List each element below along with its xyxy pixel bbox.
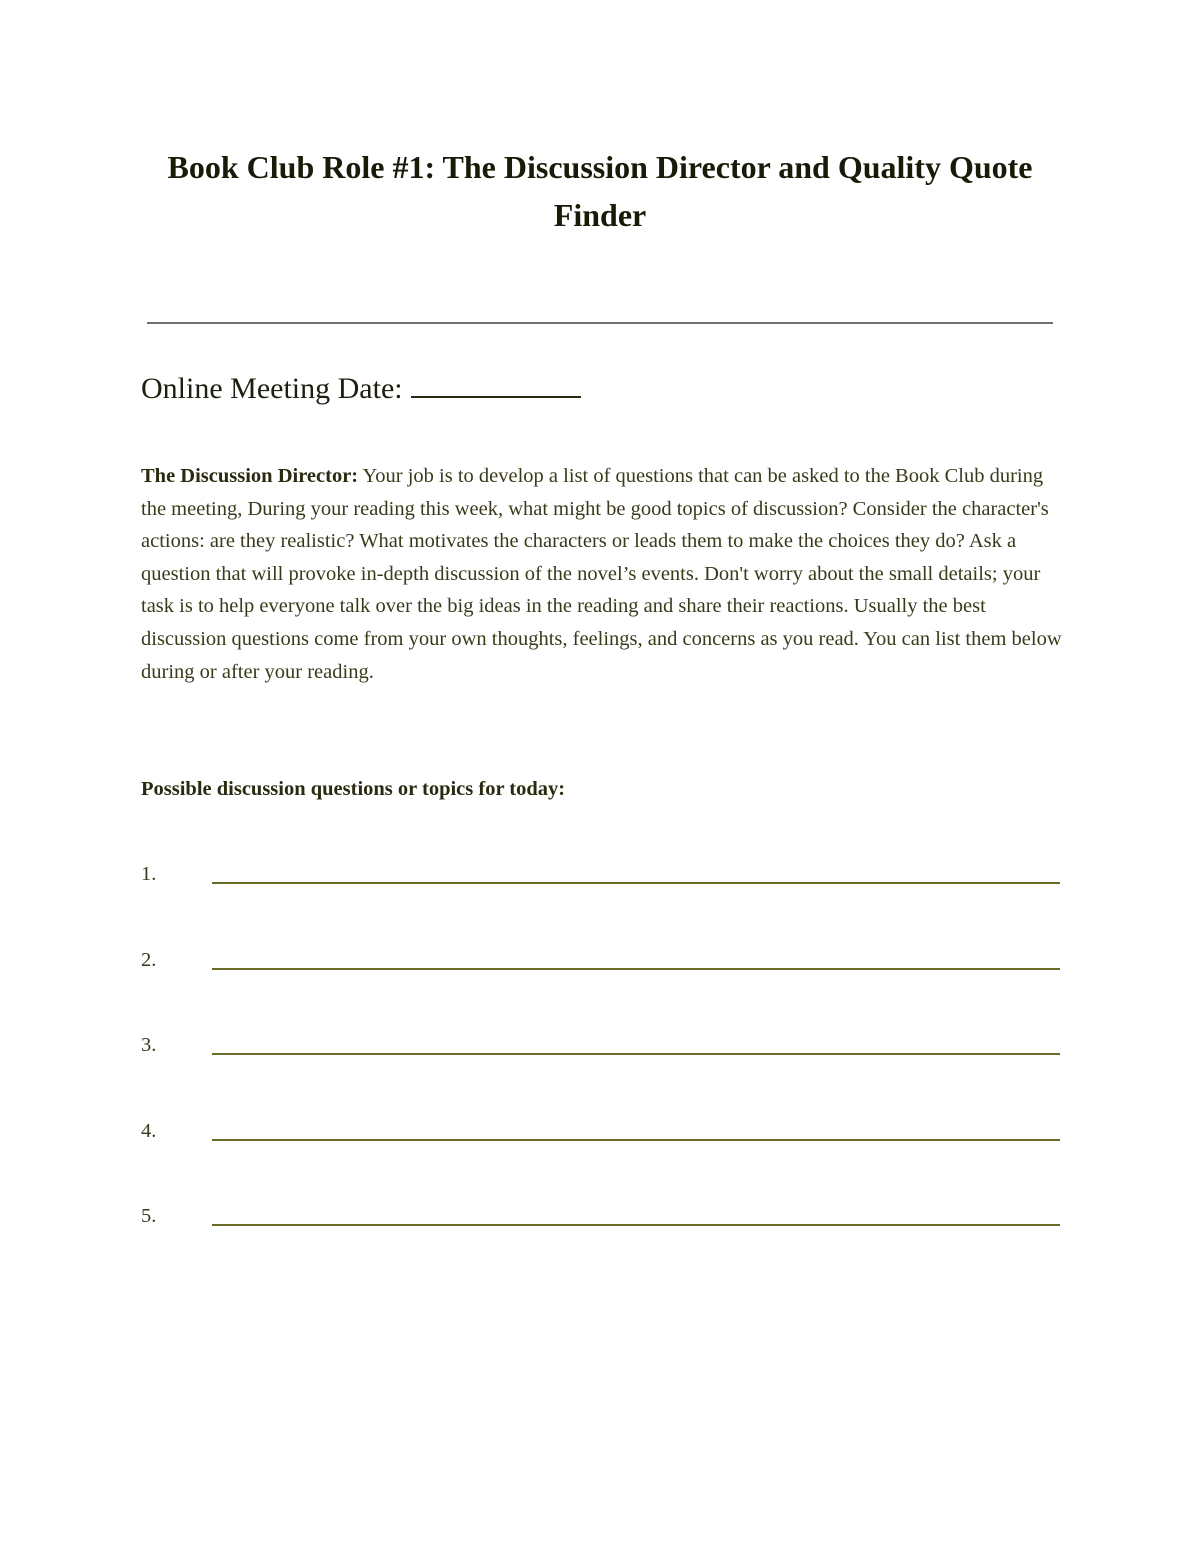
question-number: 2. bbox=[141, 949, 157, 971]
questions-heading: Possible discussion questions or topics for today: bbox=[141, 778, 566, 800]
question-number: 5. bbox=[141, 1205, 157, 1227]
question-answer-line[interactable] bbox=[212, 968, 1060, 970]
divider-rule bbox=[147, 322, 1053, 324]
question-item bbox=[141, 1200, 1061, 1232]
meeting-date-label: Online Meeting Date: bbox=[141, 372, 403, 405]
question-answer-line[interactable] bbox=[212, 1224, 1060, 1226]
question-item bbox=[141, 944, 1061, 976]
question-number: 3. bbox=[141, 1034, 157, 1056]
question-answer-line[interactable] bbox=[212, 1139, 1060, 1141]
question-item bbox=[141, 1029, 1061, 1061]
question-number: 4. bbox=[141, 1120, 157, 1142]
meeting-date-row bbox=[141, 366, 581, 409]
question-number: 1. bbox=[141, 863, 157, 885]
question-item bbox=[141, 858, 1061, 890]
question-item bbox=[141, 1115, 1061, 1147]
intro-paragraph bbox=[141, 460, 1063, 688]
intro-lead: The Discussion Director: bbox=[141, 465, 359, 487]
intro-body: Your job is to develop a list of questions that can be asked to the Book Club during the meeting, During your reading this week, what might be good topics of discussion? Consider the character's actions: are they realistic? What motivates the characters or leads them to make the choices they do? Ask a question that will provoke in-depth discussion of the novel’s events. Don't worry about the small details; your task is to help everyone talk over the big ideas in the reading and share their reactions. Usually the best discussion questions come from your own thoughts, feelings, and concerns as you read. You can list them below during or after your reading. bbox=[141, 465, 1062, 683]
question-answer-line[interactable] bbox=[212, 1053, 1060, 1055]
meeting-date-blank[interactable] bbox=[411, 366, 581, 398]
question-answer-line[interactable] bbox=[212, 882, 1060, 884]
page-title: Book Club Role #1: The Discussion Director and Quality Quote Finder bbox=[167, 149, 1033, 233]
